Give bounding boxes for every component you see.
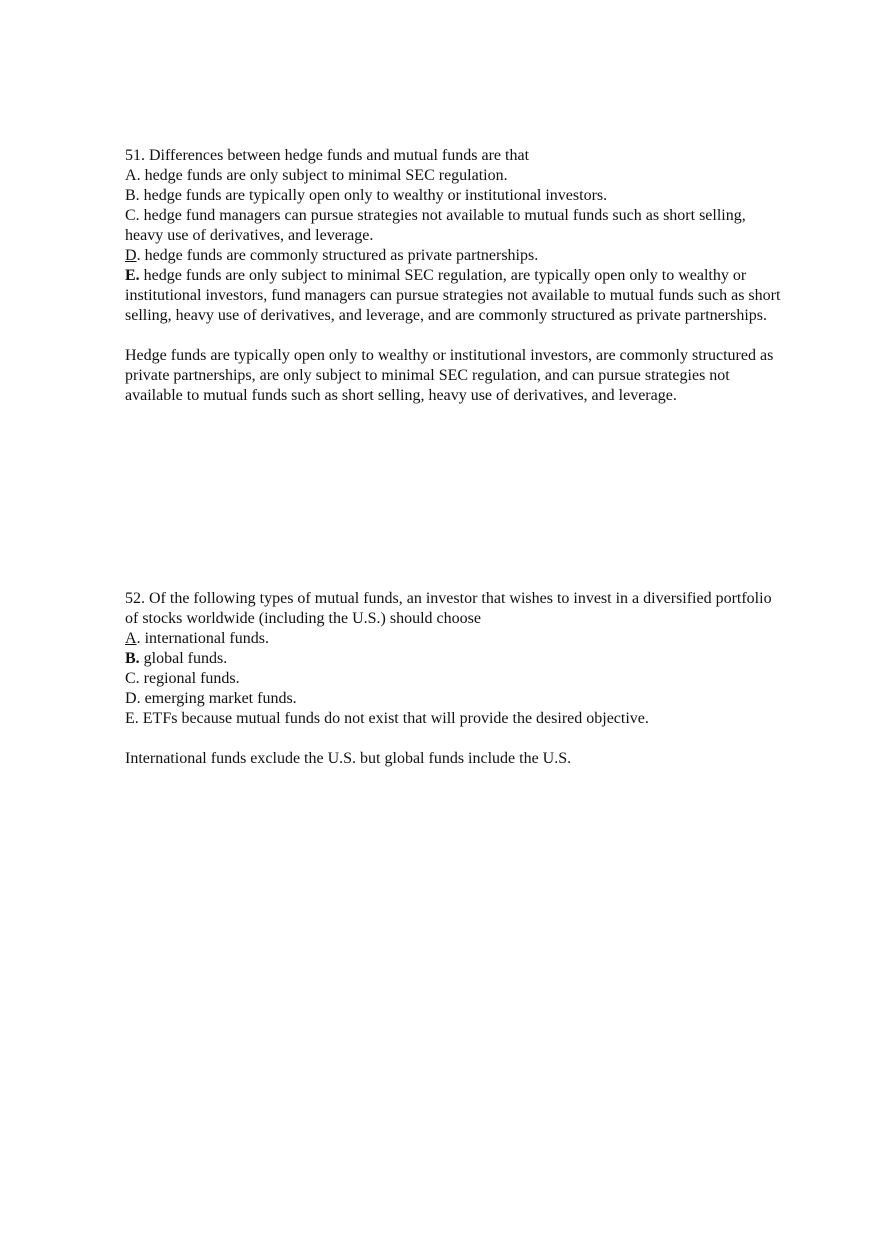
option-letter-suffix: . (136, 167, 141, 184)
option-letter: B. (125, 650, 140, 667)
option-letter-suffix: . (135, 670, 140, 687)
option-letter-suffix: . (134, 710, 139, 727)
option-b (125, 186, 785, 206)
option-text: emerging market funds. (140, 690, 297, 707)
option-text: hedge funds are only subject to minimal SEC regulation, are typically open only to wealthy or institutional investors, fund managers can pursue strategies not available to mutual funds such as short selling, heavy use of derivatives, and leverage, and are commonly structured as private partnerships. (125, 267, 781, 324)
option-letter: E (125, 710, 135, 727)
option-letter-suffix: . (135, 207, 140, 224)
option-e-correct (125, 266, 785, 326)
answer-explanation: Hedge funds are typically open only to wealthy or institutional investors, are commonly structured as private partnerships, are only subject to minimal SEC regulation, and can pursue strategies not available to mutual funds such as short selling, heavy use of derivatives, and leverage. (125, 347, 774, 404)
option-text: hedge funds are commonly structured as private partnerships. (140, 247, 539, 264)
option-letter: B (125, 187, 136, 204)
option-a (125, 629, 785, 649)
question-51 (125, 146, 785, 406)
option-d (125, 689, 785, 709)
question-stem: 51. Differences between hedge funds and mutual funds are that (125, 147, 530, 164)
option-a (125, 166, 785, 186)
option-letter: A (125, 167, 137, 184)
option-e (125, 709, 785, 729)
option-letter-suffix: . (136, 247, 141, 264)
option-letter: C (125, 207, 136, 224)
option-text: hedge funds are typically open only to wealthy or institutional investors. (139, 187, 608, 204)
option-letter-suffix: . (136, 690, 141, 707)
option-letter-suffix: . (135, 187, 140, 204)
question-52 (125, 589, 785, 769)
option-letter: C (125, 670, 136, 687)
option-text: ETFs because mutual funds do not exist that will provide the desired objective. (138, 710, 649, 727)
option-c (125, 206, 785, 246)
option-letter-suffix: . (136, 630, 141, 647)
option-text: regional funds. (139, 670, 240, 687)
option-letter: D (125, 247, 137, 264)
option-b-correct (125, 649, 785, 669)
question-stem: 52. Of the following types of mutual funds, an investor that wishes to invest in a diversified portfolio of stocks worldwide (including the U.S.) should choose (125, 590, 772, 627)
option-text: global funds. (139, 650, 228, 667)
option-c (125, 669, 785, 689)
option-d (125, 246, 785, 266)
answer-explanation: International funds exclude the U.S. but global funds include the U.S. (125, 750, 572, 767)
option-letter: A (125, 630, 137, 647)
option-letter: E. (125, 267, 140, 284)
option-text: international funds. (140, 630, 269, 647)
option-text: hedge fund managers can pursue strategies not available to mutual funds such as short selling, heavy use of derivatives, and leverage. (125, 207, 746, 244)
option-letter: D (125, 690, 137, 707)
option-text: hedge funds are only subject to minimal SEC regulation. (140, 167, 508, 184)
